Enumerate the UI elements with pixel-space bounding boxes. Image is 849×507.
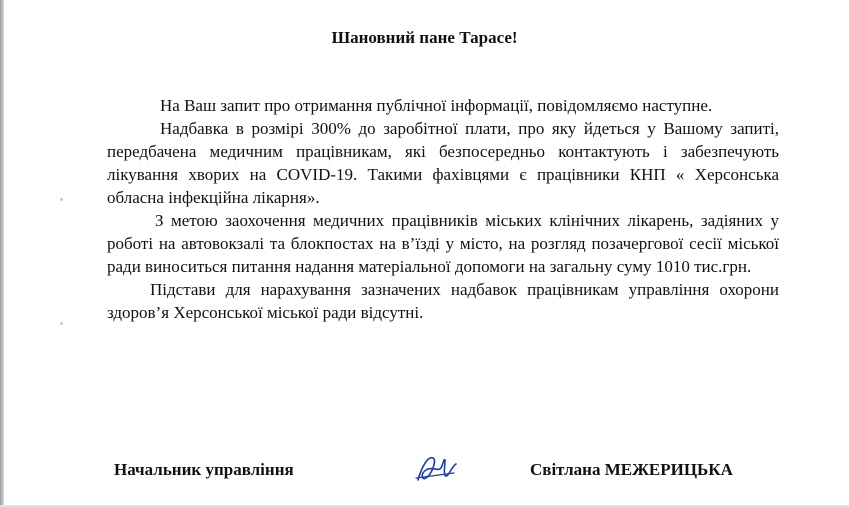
signer-name: Світлана МЕЖЕРИЦЬКА — [530, 460, 733, 479]
handwritten-signature — [414, 452, 460, 484]
salutation: Шановний пане Тарасе! — [331, 28, 518, 47]
paragraph-request-reply: На Ваш запит про отримання публічної інформації, повідомляємо наступне. — [160, 96, 713, 115]
paragraph-no-grounds: Підстави для нарахування зазначених надбавок працівникам управління охорони здоров’я Херсонської міської ради відсутні. — [107, 280, 779, 322]
scan-speck — [60, 322, 63, 325]
paragraph-bonus: Надбавка в розмірі 300% до заробітної плати, про яку йдеться у Вашому запиті, передбачена медичним працівникам, які безпосередньо контактують і забезпечують лікування хворих на COVID-19. Такими фахівцями є працівники КНП « Херсонська обласна інфекційна лікарня». — [107, 119, 779, 207]
scan-speck — [60, 198, 63, 201]
signer-title: Начальник управління — [114, 460, 294, 479]
letter-body — [107, 94, 779, 324]
paragraph-financial-aid: З метою заохочення медичних працівників міських клінічних лікарень, задіяних у роботі на автовокзалі та блокпостах на в’їзді у місто, на розгляд позачергової сесії міської ради виноситься питання надання матеріальної допомоги на загальну суму 1010 тис.грн. — [107, 211, 779, 276]
page-left-edge — [0, 0, 4, 507]
